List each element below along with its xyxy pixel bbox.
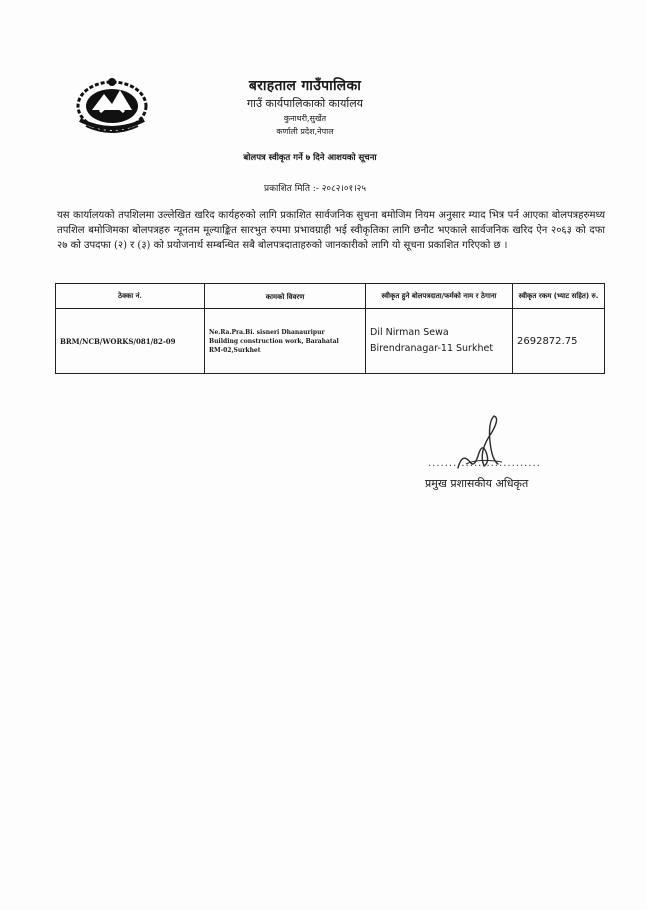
bidder-info — [366, 309, 513, 374]
signatory-title: प्रमुख प्रशासकीय अधिकृत — [425, 477, 529, 490]
contract-number: BRM/NCB/WORKS/081/82-09 — [56, 309, 205, 374]
approved-amount: 2692872.75 — [513, 309, 605, 374]
bidder-address: Birendranagar-11 Surkhet — [370, 343, 494, 354]
office-name: गाउँ कार्यपालिकाको कार्यालय — [246, 97, 364, 110]
signature-line: ........................... — [428, 458, 541, 469]
office-location: कुनाथरी,सुर्खेत — [283, 114, 327, 123]
header-contract-no: ठेक्का नं. — [56, 284, 205, 309]
table-row — [56, 309, 605, 374]
work-description — [205, 309, 366, 374]
bidder-name: Dil Nirman Sewa — [370, 327, 449, 338]
notice-subject: बोलपत्र स्वीकृत गर्ने ७ दिने आशयको सूचना — [243, 153, 377, 163]
award-table — [55, 283, 605, 374]
work-line: Ne.Ra.Pra.Bi. sisneri Dhanauripur — [209, 328, 325, 336]
published-date: प्रकाशित मिति :- २०८२।०१।२५ — [263, 184, 367, 194]
office-province: कर्णाली प्रदेश,नेपाल — [276, 127, 334, 136]
header-bidder: स्वीकृत हुने बोलपत्रदाता/फर्मको नाम र ठेगाना — [366, 284, 513, 309]
header-work-description: कामको विवरण — [205, 284, 366, 309]
work-line: Building construction work, Barahatal — [209, 337, 339, 345]
work-line: RM-02,Surkhet — [209, 346, 261, 354]
municipality-name: बराहताल गाउँपालिका — [248, 78, 362, 94]
table-header-row — [56, 284, 605, 309]
notice-body: यस कार्यालयको तपशिलमा उल्लेखित खरिद कार्यहरुको लागि प्रकाशित सार्वजनिक सुचना बमोजिम नियम अनुसार म्याद भित्र पर्न आएका बोलपत्रहरुमध्य तपशिल बमोजिमका बोलपत्रहरु न्यूनतम मूल्याङ्कित सारभुत रुपमा प्रभावग्राही भई स्वीकृतिका लागि छनौट भएकाले सार्वजनिक खरिद ऐन २०६३ को दफा २७ को उपदफा (२) र (३) को प्रयोजनार्थ सम्बन्धित सबै बोलपत्रदाताहरुको जानकारीको लागि यो सूचना प्रकाशित गरिएको छ । — [57, 210, 605, 251]
government-emblem-icon — [74, 76, 150, 134]
header-amount: स्वीकृत रकम (भ्याट सहित) रु. — [513, 284, 605, 309]
